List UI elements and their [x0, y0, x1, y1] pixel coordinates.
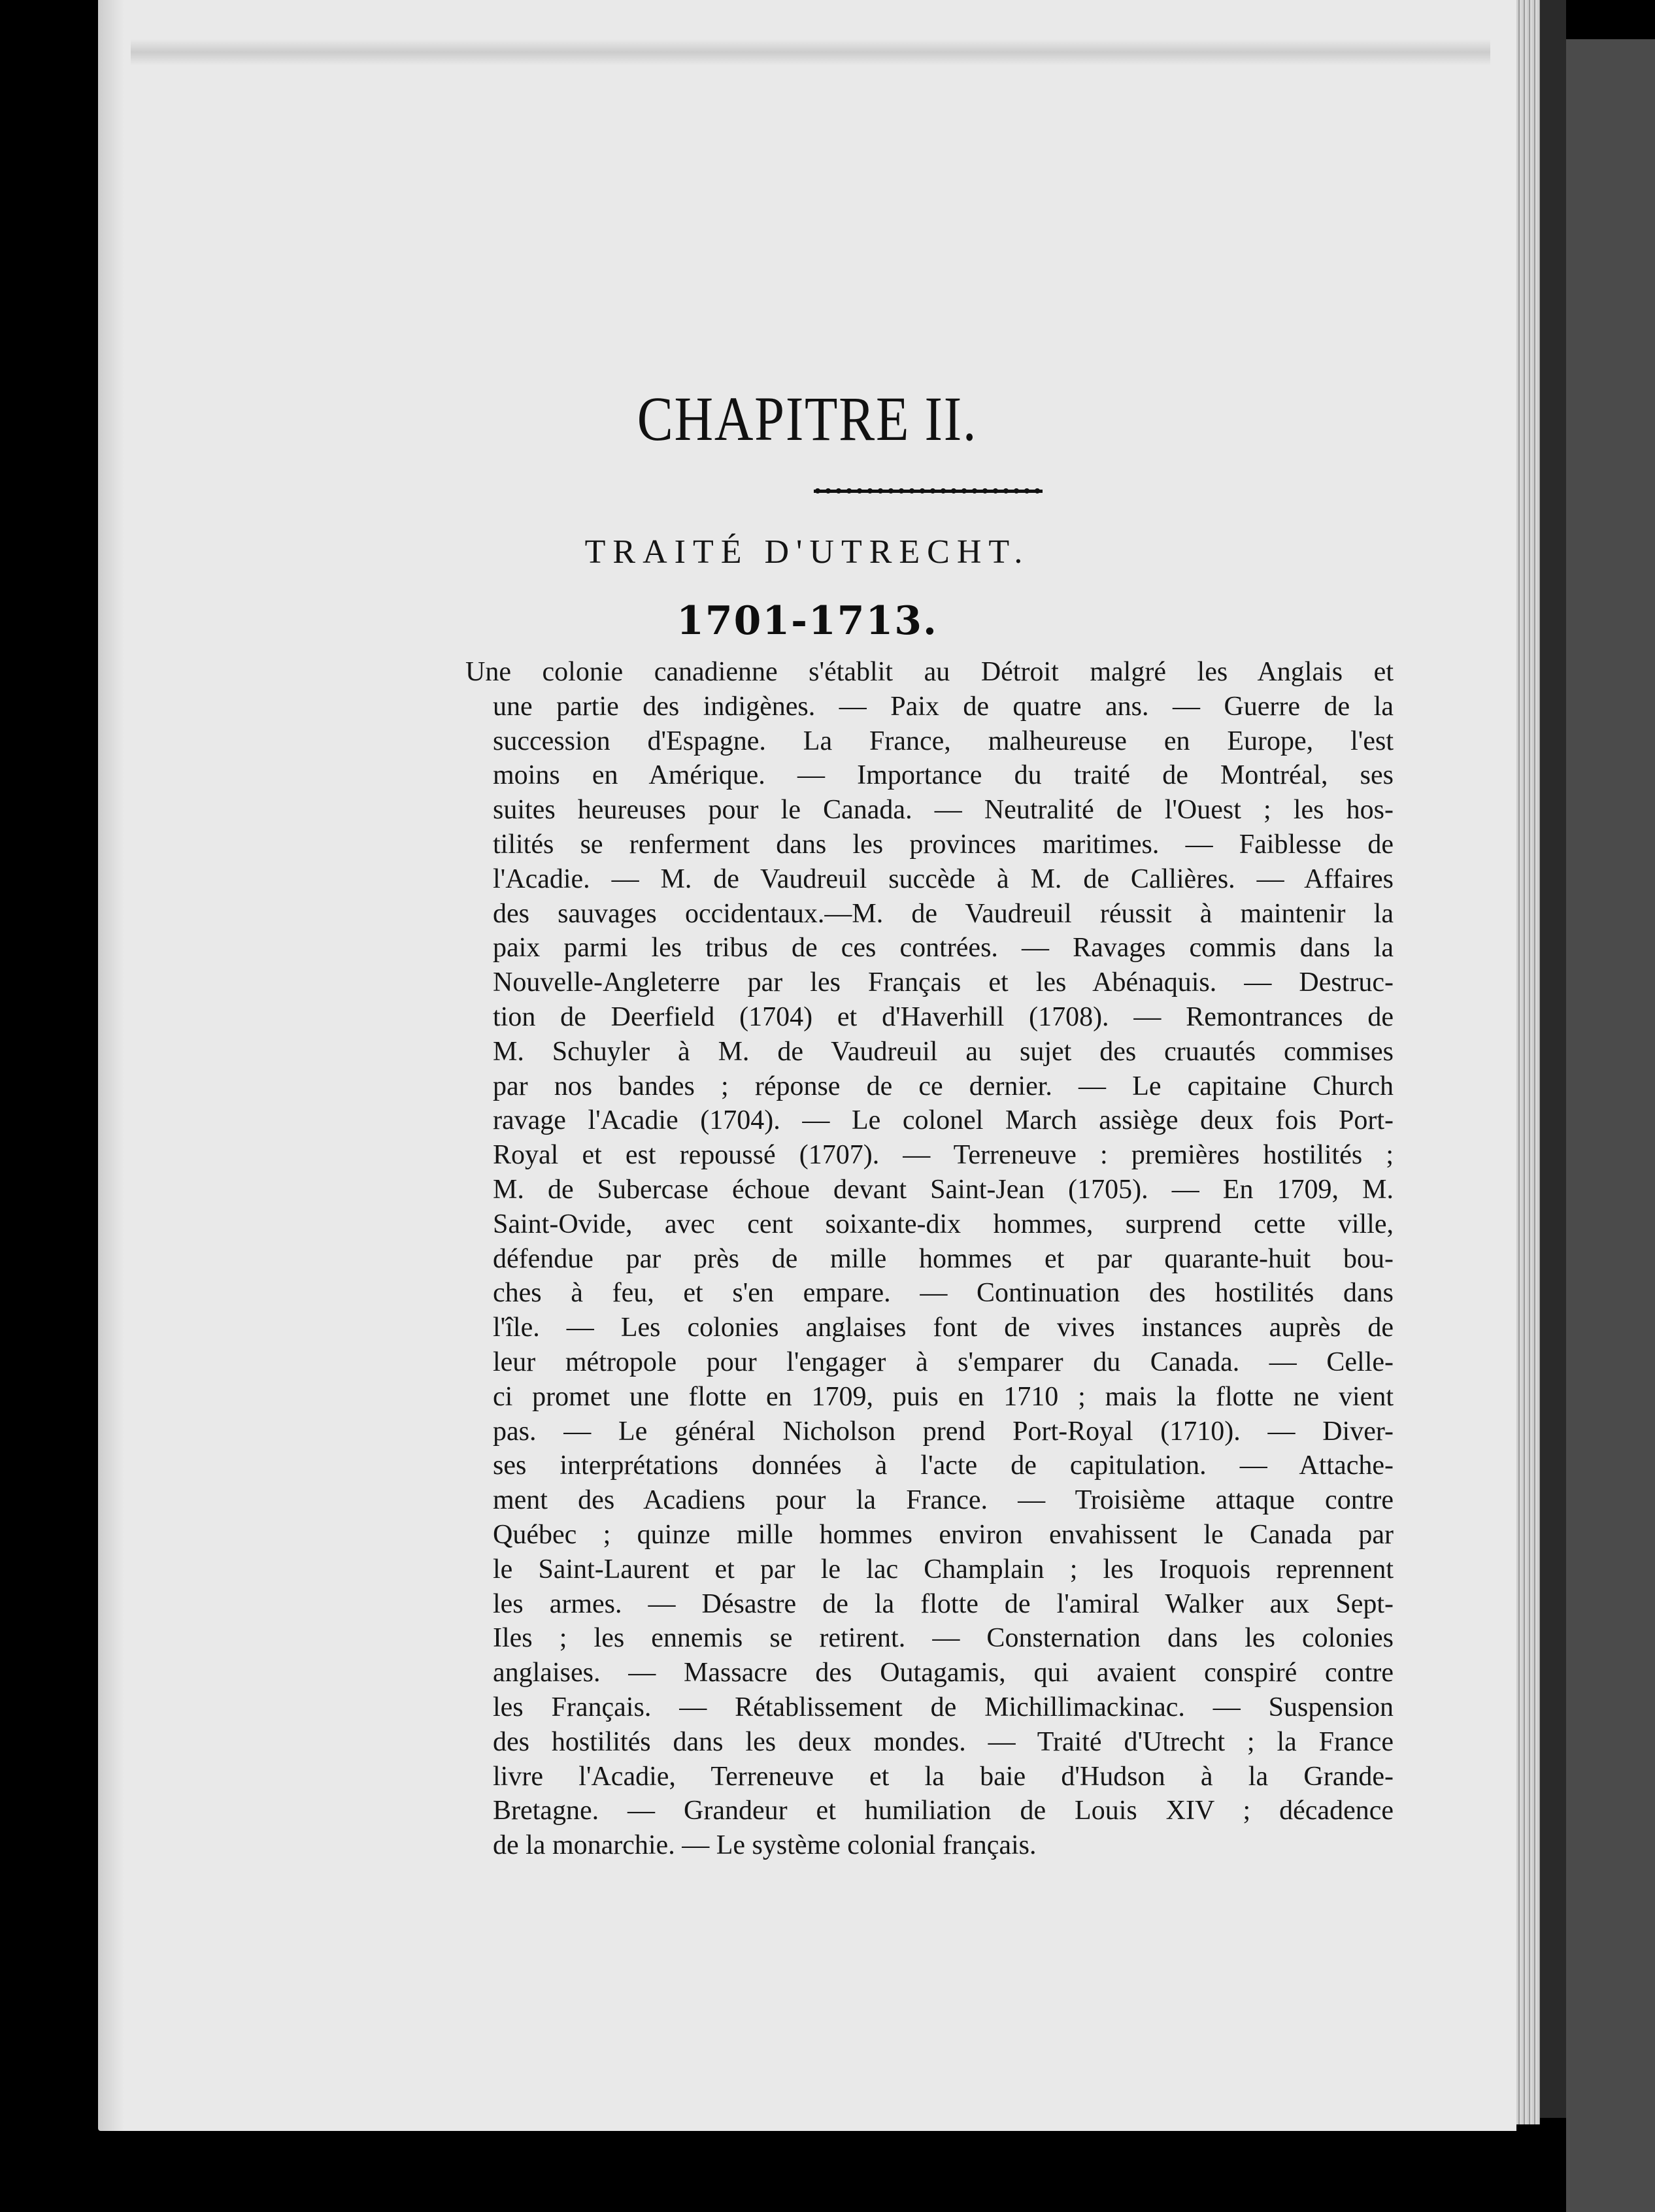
summary-line: des sauvages occidentaux.—M. de Vaudreuil réussit à maintenir la	[493, 898, 1394, 929]
summary-line: Royal et est repoussé (1707). — Terreneuve : premières hostilités ;	[493, 1140, 1394, 1171]
summary-line: Bretagne. — Grandeur et humiliation de Louis XIV ; décadence	[493, 1796, 1394, 1826]
summary-line: anglaises. — Massacre des Outagamis, qui avaient conspiré contre	[493, 1658, 1394, 1688]
summary-line: le Saint-Laurent et par le lac Champlain ; les Iroquois reprennent	[493, 1554, 1394, 1584]
summary-line: pas. — Le général Nicholson prend Port-Royal (1710). — Diver-	[493, 1416, 1394, 1447]
chapter-title: TRAITÉ D'UTRECHT.	[584, 533, 1030, 571]
summary-line: moins en Amérique. — Importance du traité de Montréal, ses	[493, 760, 1394, 791]
summary-line: par nos bandes ; réponse de ce dernier. — Le capitaine Church	[493, 1071, 1394, 1101]
summary-line: paix parmi les tribus de ces contrées. — Ravages commis dans la	[493, 933, 1394, 964]
bleed-through-band	[131, 39, 1490, 65]
summary-line: suites heureuses pour le Canada. — Neutralité de l'Ouest ; les hos-	[493, 795, 1394, 826]
page-edge-shadow	[1540, 0, 1566, 2118]
page-fore-edge	[1516, 0, 1540, 2124]
summary-line: M. Schuyler à M. de Vaudreuil au sujet des cruautés commises	[493, 1036, 1394, 1067]
gutter-shadow	[98, 0, 124, 2131]
summary-line: Saint-Ovide, avec cent soixante-dix hommes, surprend cette ville,	[493, 1209, 1394, 1239]
summary-line: ment des Acadiens pour la France. — Troisième attaque contre	[493, 1485, 1394, 1516]
chapter-heading: CHAPITRE II.	[637, 384, 978, 454]
summary-line: ci promet une flotte en 1709, puis en 1710 ; mais la flotte ne vient	[493, 1381, 1394, 1412]
summary-line: les armes. — Désastre de la flotte de l'amiral Walker aux Sept-	[493, 1588, 1394, 1619]
summary-line: tilités se renferment dans les provinces maritimes. — Faiblesse de	[493, 829, 1394, 860]
summary-line: les Français. — Rétablissement de Michillimackinac. — Suspension	[493, 1692, 1394, 1722]
summary-line: ches à feu, et s'en empare. — Continuation des hostilités dans	[493, 1278, 1394, 1309]
ornamental-rule	[814, 485, 1043, 497]
summary-line: l'Acadie. — M. de Vaudreuil succède à M. de Callières. — Affaires	[493, 863, 1394, 894]
book-cover-strip	[1566, 39, 1655, 2212]
summary-line: de la monarchie. — Le système colonial français.	[493, 1830, 1037, 1861]
summary-line: M. de Subercase échoue devant Saint-Jean (1705). — En 1709, M.	[493, 1174, 1394, 1205]
summary-line: l'île. — Les colonies anglaises font de vives instances auprès de	[493, 1313, 1394, 1343]
summary-line: leur métropole pour l'engager à s'emparer du Canada. — Celle-	[493, 1347, 1394, 1377]
summary-line: Iles ; les ennemis se retirent. — Consternation dans les colonies	[493, 1623, 1394, 1654]
summary-line: Québec ; quinze mille hommes environ envahissent le Canada par	[493, 1519, 1394, 1550]
summary-line: ses interprétations données à l'acte de capitulation. — Attache-	[493, 1450, 1394, 1481]
summary-line: Une colonie canadienne s'établit au Détroit malgré les Anglais et	[465, 657, 1394, 687]
summary-line: livre l'Acadie, Terreneuve et la baie d'Hudson à la Grande-	[493, 1761, 1394, 1792]
summary-line: défendue par près de mille hommes et par quarante-huit bou-	[493, 1243, 1394, 1274]
summary-line: Nouvelle-Angleterre par les Français et les Abénaquis. — Destruc-	[493, 967, 1394, 998]
summary-line: tion de Deerfield (1704) et d'Haverhill (1708). — Remontrances de	[493, 1001, 1394, 1032]
summary-line: succession d'Espagne. La France, malheureuse en Europe, l'est	[493, 726, 1394, 756]
chapter-summary	[465, 655, 1394, 1863]
summary-line: une partie des indigènes. — Paix de quatre ans. — Guerre de la	[493, 691, 1394, 722]
chapter-dates: 1701-1713.	[677, 598, 938, 644]
summary-line: des hostilités dans les deux mondes. — Traité d'Utrecht ; la France	[493, 1726, 1394, 1757]
summary-line: ravage l'Acadie (1704). — Le colonel March assiège deux fois Port-	[493, 1105, 1394, 1136]
